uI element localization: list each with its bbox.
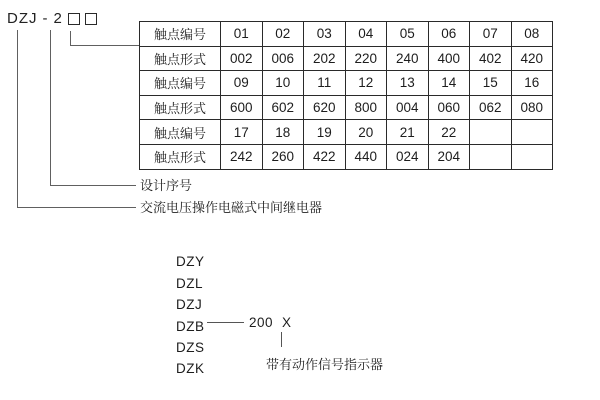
list-item-dzk <box>176 358 205 379</box>
placeholder-box-1 <box>68 13 80 25</box>
table-cell: 006 <box>262 46 304 71</box>
table-cell: 440 <box>345 144 387 169</box>
list-item-dzj <box>176 294 205 315</box>
dzb-suffix-letter: X <box>282 315 292 330</box>
table-cell: 04 <box>345 22 387 47</box>
table-cell: 01 <box>221 22 263 47</box>
table-cell: 12 <box>345 71 387 96</box>
model-prefix-list <box>176 251 205 380</box>
table-cell: 602 <box>262 95 304 120</box>
table-cell: 600 <box>221 95 263 120</box>
table-cell: 024 <box>387 144 429 169</box>
model-name: DZJ <box>176 297 203 313</box>
table-cell: 420 <box>511 46 553 71</box>
table-cell: 15 <box>470 71 512 96</box>
list-item-dzb <box>176 315 205 336</box>
table-cell: 06 <box>428 22 470 47</box>
table-cell <box>511 144 553 169</box>
dzb-suffix-number: 200 <box>249 315 274 330</box>
table-row <box>140 95 553 120</box>
row-label: 触点形式 <box>140 144 221 169</box>
table-cell <box>470 144 512 169</box>
table-cell: 10 <box>262 71 304 96</box>
table-cell: 03 <box>304 22 346 47</box>
model-name: DZS <box>176 339 205 355</box>
table-cell: 13 <box>387 71 429 96</box>
table-cell: 620 <box>304 95 346 120</box>
table-cell: 11 <box>304 71 346 96</box>
table-cell: 19 <box>304 120 346 145</box>
indicator-note: 带有动作信号指示器 <box>266 357 384 372</box>
table-cell: 18 <box>262 120 304 145</box>
model-code <box>7 10 97 27</box>
table-cell: 17 <box>221 120 263 145</box>
table-row <box>140 120 553 145</box>
table-cell: 204 <box>428 144 470 169</box>
table-cell: 002 <box>221 46 263 71</box>
table-cell: 400 <box>428 46 470 71</box>
placeholder-box-2 <box>85 13 97 25</box>
table-row <box>140 71 553 96</box>
model-separator: - <box>42 10 49 27</box>
list-item-dzl <box>176 272 205 293</box>
row-label: 触点形式 <box>140 46 221 71</box>
table-cell: 080 <box>511 95 553 120</box>
table-cell: 060 <box>428 95 470 120</box>
design-serial-label: 设计序号 <box>140 178 193 193</box>
table-cell: 16 <box>511 71 553 96</box>
table-cell: 202 <box>304 46 346 71</box>
model-name: DZY <box>176 254 205 270</box>
model-name: DZL <box>176 275 204 291</box>
table-cell: 02 <box>262 22 304 47</box>
relay-type-label: 交流电压操作电磁式中间继电器 <box>140 200 323 215</box>
table-cell: 09 <box>221 71 263 96</box>
table-cell: 22 <box>428 120 470 145</box>
dzb-suffix-code <box>249 315 292 330</box>
table-cell: 422 <box>304 144 346 169</box>
table-cell: 242 <box>221 144 263 169</box>
indicator-leader-line <box>281 332 282 347</box>
list-item-dzs <box>176 337 205 358</box>
model-name: DZK <box>176 361 205 377</box>
list-item-dzy <box>176 251 205 272</box>
dzb-connector-line <box>207 322 244 323</box>
table-cell: 07 <box>470 22 512 47</box>
row-label: 触点编号 <box>140 120 221 145</box>
model-prefix: DZJ <box>7 10 38 27</box>
table-cell <box>470 120 512 145</box>
table-row <box>140 144 553 169</box>
table-row <box>140 22 553 47</box>
table-cell: 08 <box>511 22 553 47</box>
model-name: DZB <box>176 318 205 334</box>
leader-line-contact-code <box>70 31 140 46</box>
table-cell: 062 <box>470 95 512 120</box>
table-cell: 260 <box>262 144 304 169</box>
table-cell: 05 <box>387 22 429 47</box>
row-label: 触点编号 <box>140 22 221 47</box>
table-cell: 402 <box>470 46 512 71</box>
model-series-digit: 2 <box>53 10 63 27</box>
table-row <box>140 46 553 71</box>
table-cell: 800 <box>345 95 387 120</box>
table-cell: 20 <box>345 120 387 145</box>
row-label: 触点编号 <box>140 71 221 96</box>
table-cell: 21 <box>387 120 429 145</box>
contact-code-table <box>139 21 553 170</box>
table-cell: 004 <box>387 95 429 120</box>
table-cell: 14 <box>428 71 470 96</box>
row-label: 触点形式 <box>140 95 221 120</box>
table-cell <box>511 120 553 145</box>
leader-line-design-serial <box>50 30 136 186</box>
table-cell: 220 <box>345 46 387 71</box>
table-cell: 240 <box>387 46 429 71</box>
